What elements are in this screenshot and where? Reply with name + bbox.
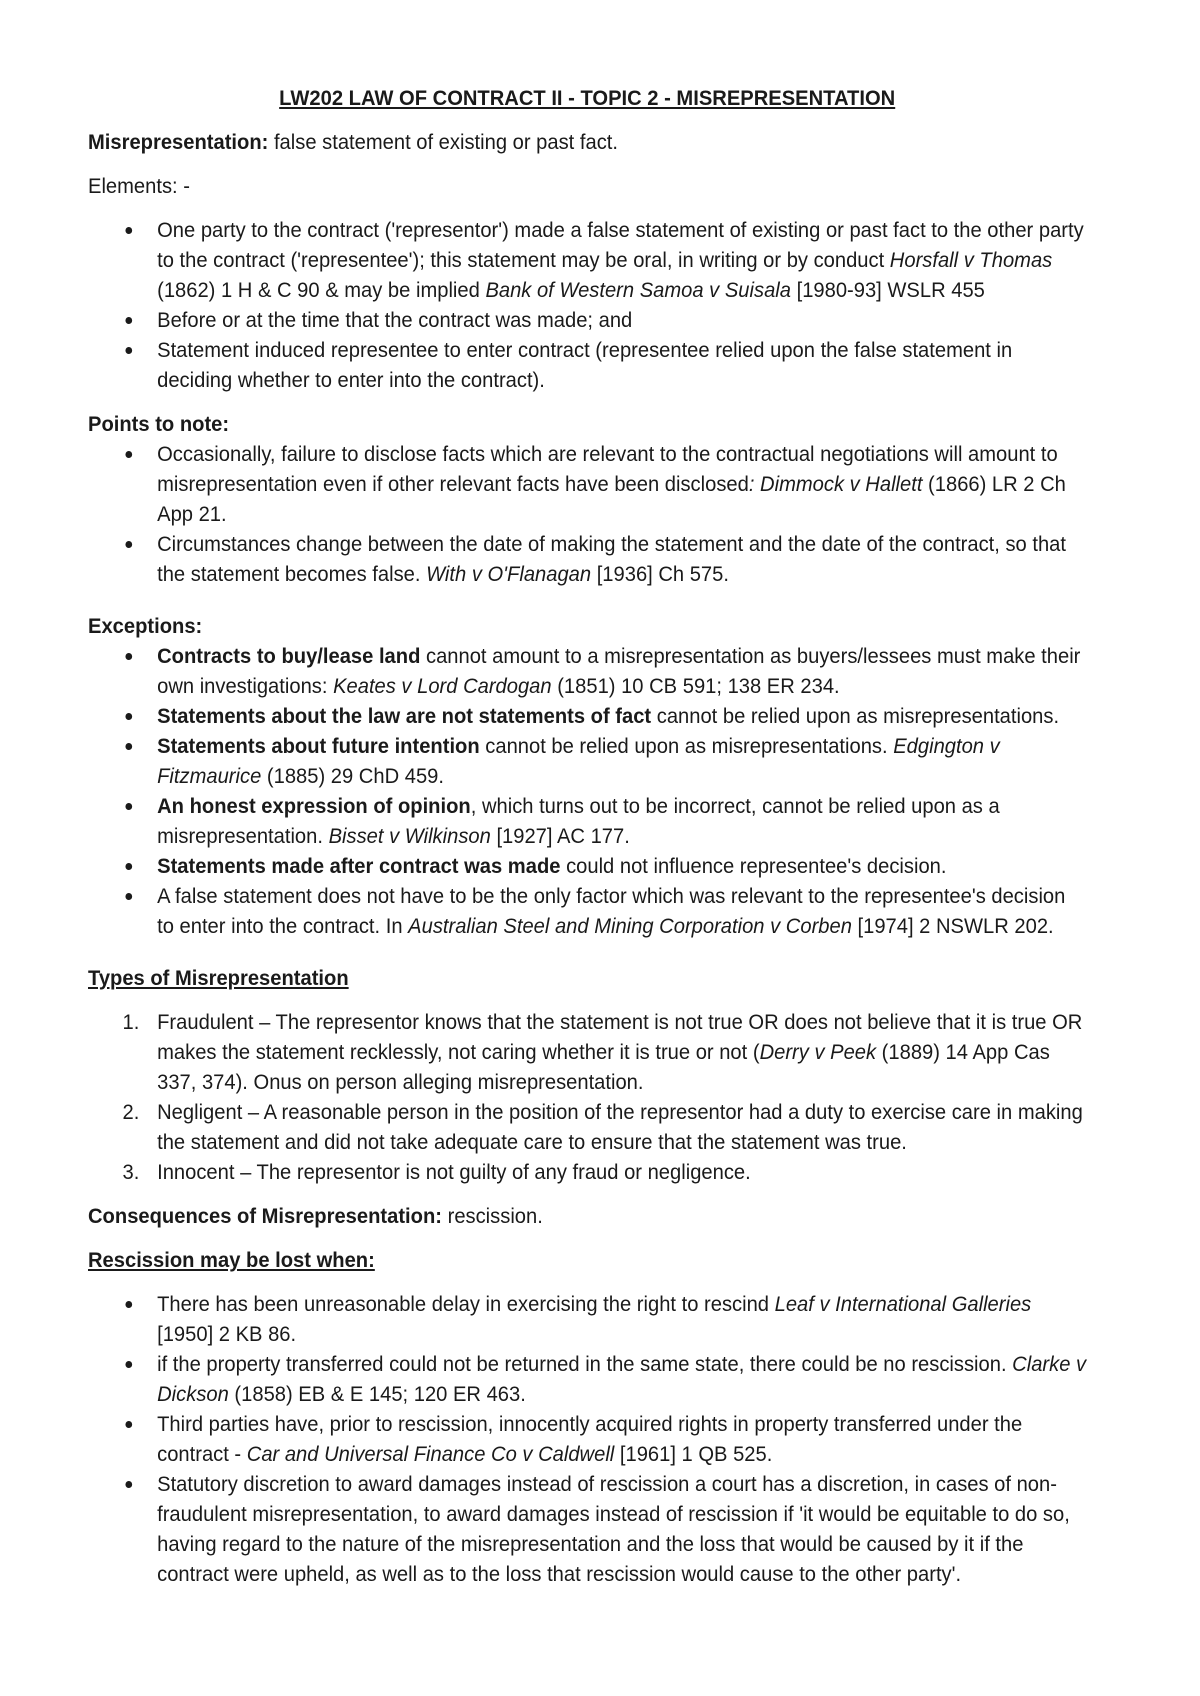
list-number: 2. — [122, 1101, 140, 1124]
elements-label: Elements: - — [88, 175, 190, 198]
case-citation: Car and Universal Finance Co v Caldwell — [246, 1443, 615, 1466]
document-page — [88, 84, 1086, 1590]
case-citation: Clarke v Dickson — [157, 1353, 1087, 1406]
case-citation: Australian Steel and Mining Corporation v Corben — [408, 915, 852, 938]
case-citation: : Dimmock v Hallett — [748, 473, 923, 496]
elements-list — [88, 216, 1086, 396]
list-item: Contracts to buy/lease land cannot amount to a misrepresentation as buyers/lessees must make their own investigations: Keates v Lord Cardogan (1851) 10 CB 591; 138 ER 234. — [88, 642, 1086, 702]
case-citation: Edgington v Fitzmaurice — [157, 735, 1000, 788]
points-heading: Points to note: — [88, 413, 230, 436]
list-item: A false statement does not have to be the only factor which was relevant to the representee's decision to enter into the contract. In Australian Steel and Mining Corporation v Corben [1974] 2 NSWLR 202. — [88, 882, 1086, 942]
list-item: One party to the contract ('representor') made a false statement of existing or past fact to the other party to the contract ('representee'); this statement may be oral, in writing or by conduct Horsfall v Thomas (1862) 1 H & C 90 & may be implied Bank of Western Samoa v Suisala [1980-93] WSLR 455 — [88, 216, 1086, 306]
consequences-paragraph — [88, 1202, 1086, 1232]
list-item: Before or at the time that the contract was made; and — [88, 306, 1086, 336]
consequences-text: rescission. — [442, 1205, 543, 1228]
list-number: 3. — [122, 1161, 140, 1184]
case-citation: Bisset v Wilkinson — [328, 825, 491, 848]
exceptions-heading: Exceptions: — [88, 615, 203, 638]
list-item: Circumstances change between the date of making the statement and the date of the contract, so that the statement becomes false. With v O'Flanagan [1936] Ch 575. — [88, 530, 1086, 590]
list-item: Statement induced representee to enter contract (representee relied upon the false statement in deciding whether to enter into the contract). — [88, 336, 1086, 396]
consequences-term: Consequences of Misrepresentation: — [88, 1205, 442, 1228]
list-item: An honest expression of opinion, which turns out to be incorrect, cannot be relied upon as a misrepresentation. Bisset v Wilkinson [1927] AC 177. — [88, 792, 1086, 852]
types-list — [88, 1008, 1086, 1188]
list-item: Statements about the law are not statements of fact cannot be relied upon as misrepresentations. — [88, 702, 1086, 732]
rescission-heading: Rescission may be lost when: — [88, 1249, 375, 1272]
list-item: Statutory discretion to award damages instead of rescission a court has a discretion, in cases of non-fraudulent misrepresentation, to award damages instead of rescission if 'it would be equitable to do so, having regard to the nature of the misrepresentation and the loss that would be caused by it if the contract were upheld, as well as to the loss that rescission would cause to the other party'. — [88, 1470, 1086, 1590]
list-item: Statements made after contract was made could not influence representee's decision. — [88, 852, 1086, 882]
case-citation: Leaf v International Galleries — [774, 1293, 1032, 1316]
list-item: 2. Negligent – A reasonable person in the position of the representor had a duty to exercise care in making the statement and did not take adequate care to ensure that the statement was true. — [88, 1098, 1086, 1158]
case-citation: With v O'Flanagan — [426, 563, 592, 586]
definition-text: false statement of existing or past fact. — [268, 131, 618, 154]
list-item: 3. Innocent – The representor is not guilty of any fraud or negligence. — [88, 1158, 1086, 1188]
rescission-list — [88, 1290, 1086, 1590]
list-item: There has been unreasonable delay in exercising the right to rescind Leaf v International Galleries [1950] 2 KB 86. — [88, 1290, 1086, 1350]
types-heading: Types of Misrepresentation — [88, 967, 349, 990]
points-list — [88, 440, 1086, 590]
document-title: LW202 LAW OF CONTRACT II - TOPIC 2 - MISREPRESENTATION — [279, 87, 896, 110]
list-item: Occasionally, failure to disclose facts which are relevant to the contractual negotiations will amount to misrepresentation even if other relevant facts have been disclosed: Dimmock v Hallett (1866) LR 2 Ch App 21. — [88, 440, 1086, 530]
case-citation: Keates v Lord Cardogan — [333, 675, 552, 698]
case-citation: Horsfall v Thomas — [889, 249, 1053, 272]
definition-paragraph — [88, 128, 1086, 158]
list-number: 1. — [122, 1011, 140, 1034]
list-item: 1. Fraudulent – The representor knows that the statement is not true OR does not believe that it is true OR makes the statement recklessly, not caring whether it is true or not (Derry v Peek (1889) 14 App Cas 337, 374). Onus on person alleging misrepresentation. — [88, 1008, 1086, 1098]
definition-term: Misrepresentation: — [88, 131, 269, 154]
case-citation: Bank of Western Samoa v Suisala — [485, 279, 791, 302]
list-item: if the property transferred could not be returned in the same state, there could be no rescission. Clarke v Dickson (1858) EB & E 145; 120 ER 463. — [88, 1350, 1086, 1410]
case-citation: Derry v Peek — [759, 1041, 877, 1064]
exceptions-list — [88, 642, 1086, 942]
list-item: Statements about future intention cannot be relied upon as misrepresentations. Edgington v Fitzmaurice (1885) 29 ChD 459. — [88, 732, 1086, 792]
list-item: Third parties have, prior to rescission, innocently acquired rights in property transferred under the contract - Car and Universal Finance Co v Caldwell [1961] 1 QB 525. — [88, 1410, 1086, 1470]
